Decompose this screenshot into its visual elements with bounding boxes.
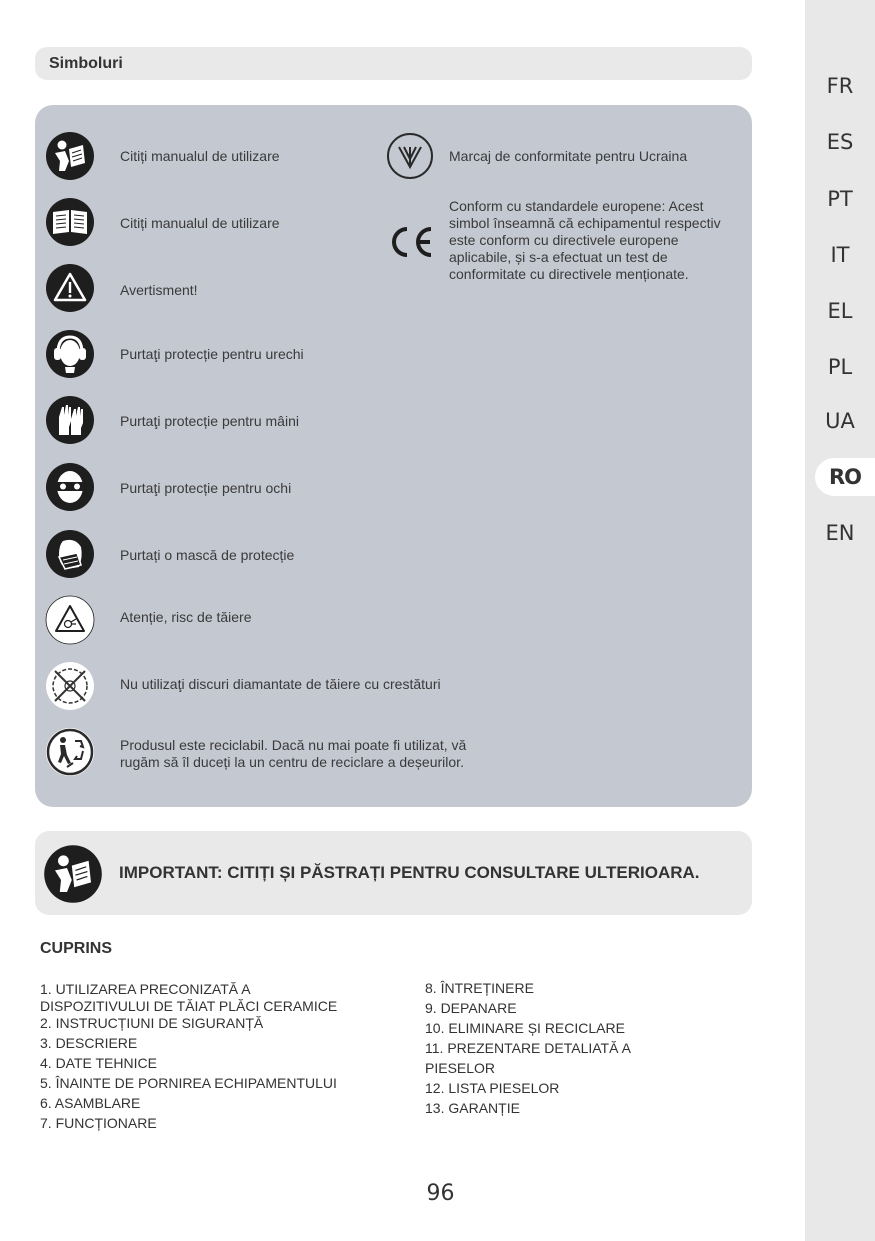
toc-item: 6. ASAMBLARE bbox=[40, 1095, 141, 1111]
warning-icon bbox=[45, 263, 95, 313]
language-sidebar bbox=[805, 0, 875, 1241]
toc-title: CUPRINS bbox=[40, 940, 113, 957]
symbol-text-warning: Avertisment! bbox=[120, 282, 198, 298]
lang-tab-es[interactable]: ES bbox=[826, 130, 854, 154]
toc-item: 4. DATE TEHNICE bbox=[40, 1055, 157, 1071]
symbol-text-book: Citiți manualul de utilizare bbox=[120, 215, 280, 231]
lang-tab-fr[interactable]: FR bbox=[826, 74, 854, 98]
toc-item: 2. INSTRUCȚIUNI DE SIGURANȚĂ bbox=[40, 1015, 264, 1031]
symbol-text-no-notched-disc: Nu utilizaţi discuri diamantate de tăiere cu crestături bbox=[120, 676, 441, 692]
symbol-text-ukraine-mark: Marcaj de conformitate pentru Ucraina bbox=[449, 148, 688, 164]
toc-item: 12. LISTA PIESELOR bbox=[425, 1080, 560, 1096]
important-notice bbox=[35, 831, 752, 915]
symbol-text-ce-mark: Conform cu standardele europene: Acest simbol înseamnă că echipamentul respectiv este conform cu directivele europene aplicabile, și s-a efectuat un test de conformitate cu directivele menționate. bbox=[449, 198, 721, 282]
symbols-panel bbox=[35, 105, 752, 807]
ear-protection-icon bbox=[45, 329, 95, 379]
symbol-text-hand-protection: Purtaţi protecție pentru mâini bbox=[120, 413, 299, 429]
section-header bbox=[35, 47, 752, 80]
toc-item: 8. ÎNTREȚINERE bbox=[425, 980, 534, 996]
toc-item: 10. ELIMINARE ȘI RECICLARE bbox=[425, 1020, 625, 1036]
toc-item: 7. FUNCȚIONARE bbox=[40, 1115, 157, 1131]
toc-item: 5. ÎNAINTE DE PORNIREA ECHIPAMENTULUI bbox=[40, 1075, 337, 1091]
lang-tab-ro[interactable]: RO bbox=[815, 458, 875, 496]
toc-item: PIESELOR bbox=[425, 1060, 496, 1076]
toc-item: DISPOZITIVULUI DE TĂIAT PLĂCI CERAMICE bbox=[40, 998, 338, 1014]
ce-mark-icon bbox=[385, 217, 435, 267]
lang-tab-en[interactable]: EN bbox=[825, 521, 855, 545]
toc-item: 1. UTILIZAREA PRECONIZATĂ A bbox=[40, 981, 251, 997]
read-manual-icon bbox=[45, 131, 95, 181]
eye-protection-icon bbox=[45, 462, 95, 512]
page-number: 96 bbox=[426, 1181, 455, 1206]
important-text: IMPORTANT: CITIȚI ȘI PĂSTRAȚI PENTRU CONSULTARE ULTERIOARA. bbox=[119, 863, 700, 882]
symbol-text-read-manual: Citiți manualul de utilizare bbox=[120, 148, 280, 164]
no-notched-disc-icon bbox=[45, 661, 95, 711]
ukraine-mark-icon bbox=[385, 131, 435, 181]
mask-icon bbox=[45, 529, 95, 579]
symbol-text-cut-risk: Atenție, risc de tăiere bbox=[120, 609, 252, 625]
lang-tab-it[interactable]: IT bbox=[830, 243, 850, 267]
cut-risk-icon bbox=[45, 595, 95, 645]
lang-tab-pt[interactable]: PT bbox=[827, 187, 853, 211]
toc-right-column bbox=[425, 978, 631, 1118]
symbol-text-eye-protection: Purtaţi protecție pentru ochi bbox=[120, 480, 292, 496]
recycle-icon bbox=[45, 727, 95, 777]
symbol-text-recycle: Produsul este reciclabil. Dacă nu mai poate fi utilizat, vă rugăm să îl duceți la un centru de reciclare a deșeurilor. bbox=[120, 737, 467, 770]
lang-tab-ua[interactable]: UA bbox=[825, 409, 855, 433]
symbol-text-mask: Purtați o mască de protecție bbox=[120, 547, 295, 563]
toc-item: 9. DEPANARE bbox=[425, 1000, 517, 1016]
hand-protection-icon bbox=[45, 395, 95, 445]
book-icon bbox=[45, 197, 95, 247]
toc-left-column bbox=[40, 981, 337, 1133]
lang-tab-el[interactable]: EL bbox=[827, 299, 853, 323]
toc-item: 11. PREZENTARE DETALIATĂ A bbox=[425, 1040, 631, 1056]
section-title: Simboluri bbox=[49, 55, 123, 72]
lang-tab-pl[interactable]: PL bbox=[827, 355, 853, 379]
toc-item: 3. DESCRIERE bbox=[40, 1035, 138, 1051]
symbol-text-ear-protection: Purtaţi protecție pentru urechi bbox=[120, 346, 304, 362]
toc-item: 13. GARANȚIE bbox=[425, 1100, 520, 1116]
read-manual-icon bbox=[43, 844, 103, 904]
